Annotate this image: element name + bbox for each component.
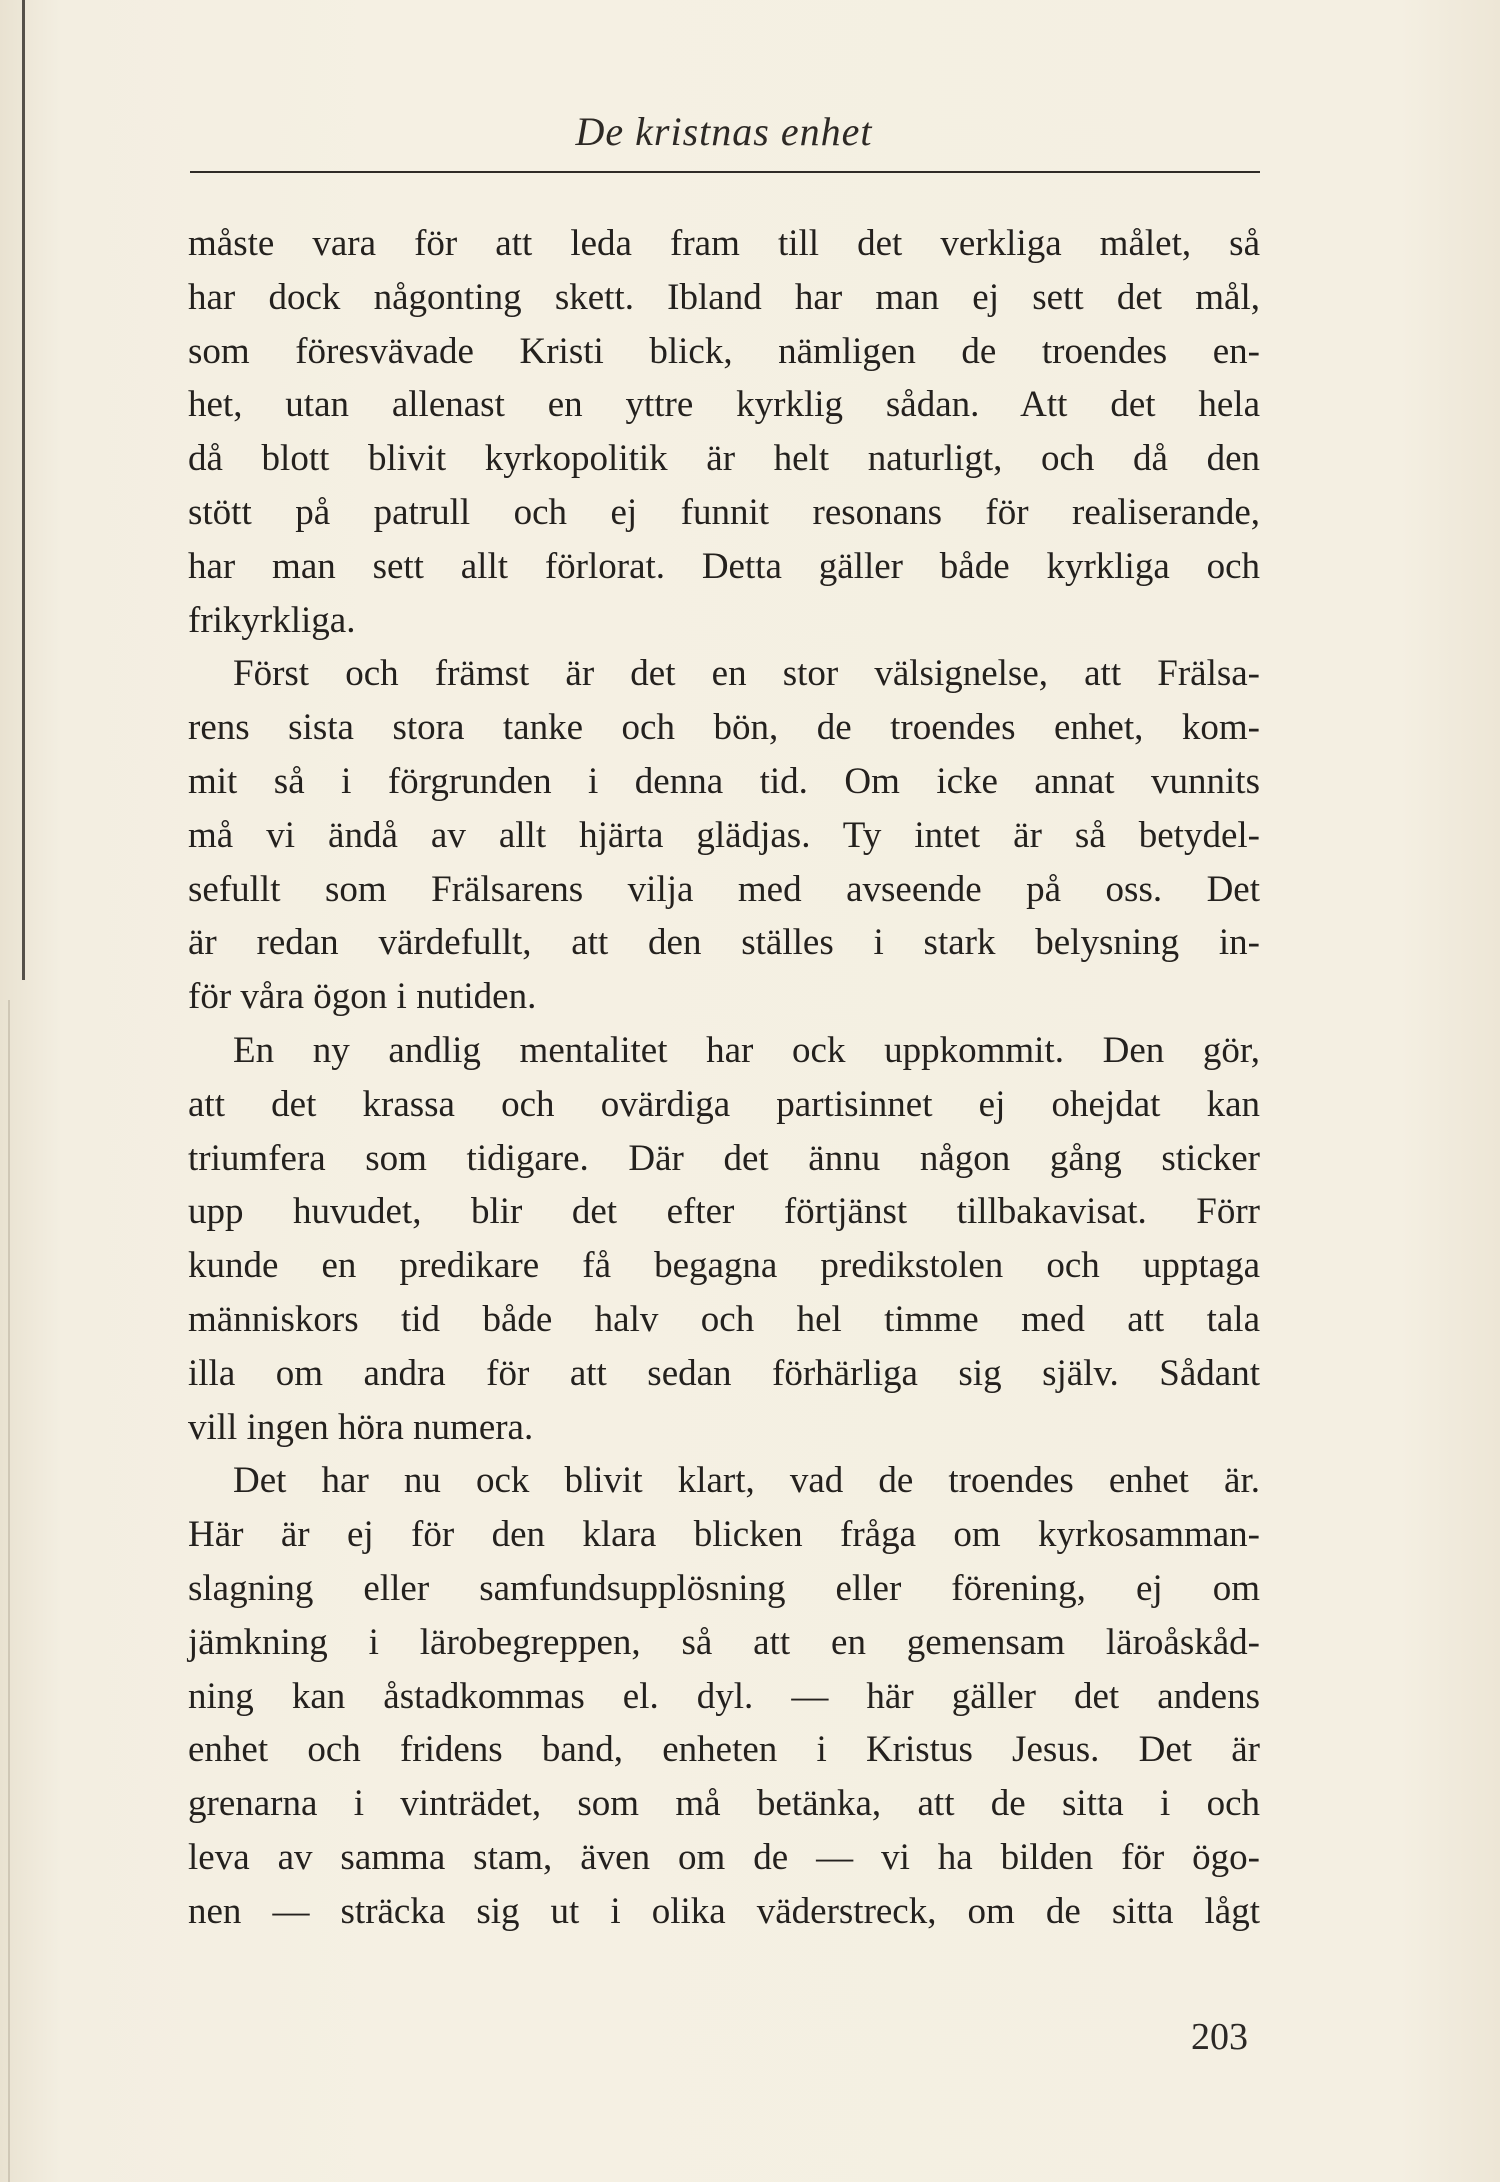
text-line: Det har nu ock blivit klart, vad de troendes enhet är. [233, 1460, 1260, 1502]
text-line: ning kan åstadkommas el. dyl. — här gäller det andens [188, 1675, 1260, 1717]
text-line: att det krassa och ovärdiga partisinnet ej ohejdat kan [188, 1083, 1260, 1125]
text-line: enhet och fridens band, enheten i Kristus Jesus. Det är [188, 1729, 1260, 1771]
text-line: slagning eller samfundsupplösning eller förening, ej om [188, 1567, 1260, 1609]
text-line: har man sett allt förlorat. Detta gäller både kyrkliga och [188, 545, 1260, 587]
text-line: människors tid både halv och hel timme med att tala [188, 1298, 1260, 1340]
text-line: triumfera som tidigare. Där det ännu någon gång sticker [188, 1137, 1260, 1179]
text-line: då blott blivit kyrkopolitik är helt naturligt, och då den [188, 438, 1260, 480]
text-line: mit så i förgrunden i denna tid. Om icke annat vunnits [188, 760, 1260, 802]
header-rule [190, 171, 1260, 173]
text-line: illa om andra för att sedan förhärliga sig själv. Sådant [188, 1352, 1260, 1394]
text-line: nen — sträcka sig ut i olika väderstreck, om de sitta lågt [188, 1890, 1260, 1932]
text-line: är redan värdefullt, att den ställes i stark belysning in- [188, 922, 1260, 964]
text-line: måste vara för att leda fram till det verkliga målet, så [188, 223, 1260, 264]
text-line: Här är ej för den klara blicken fråga om kyrkosamman- [188, 1514, 1260, 1556]
text-line: upp huvudet, blir det efter förtjänst tillbakavisat. Förr [188, 1191, 1260, 1233]
binding-edge [8, 1000, 10, 2182]
text-line: vill ingen höra numera. [188, 1406, 534, 1448]
text-line: het, utan allenast en yttre kyrklig sådan. Att det hela [188, 384, 1260, 426]
text-line: rens sista stora tanke och bön, de troendes enhet, kom- [188, 707, 1260, 749]
text-line: En ny andlig mentalitet har ock uppkommit. Den gör, [233, 1029, 1260, 1071]
text-line: jämkning i lärobegreppen, så att en gemensam läroåskåd- [188, 1621, 1260, 1663]
text-line: må vi ändå av allt hjärta glädjas. Ty intet är så betydel- [188, 814, 1260, 856]
text-line: frikyrkliga. [188, 599, 356, 641]
text-line: Först och främst är det en stor välsignelse, att Frälsa- [233, 653, 1260, 695]
text-line: har dock någonting skett. Ibland har man ej sett det mål, [188, 276, 1260, 318]
text-line: grenarna i vinträdet, som må betänka, att de sitta i och [188, 1783, 1260, 1825]
text-line: stött på patrull och ej funnit resonans för realiserande, [188, 491, 1260, 533]
text-line: leva av samma stam, även om de — vi ha bilden för ögo- [188, 1836, 1260, 1878]
body-text [188, 217, 1260, 1939]
text-line: för våra ögon i nutiden. [188, 976, 537, 1018]
running-head: De kristnas enhet [575, 109, 873, 154]
text-line: som föresvävade Kristi blick, nämligen de troendes en- [188, 330, 1260, 372]
text-line: kunde en predikare få begagna predikstolen och upptaga [188, 1245, 1260, 1287]
page-number: 203 [1191, 2016, 1248, 2058]
text-line: sefullt som Frälsarens vilja med avseende på oss. Det [188, 868, 1260, 910]
binding-shadow [22, 0, 25, 980]
